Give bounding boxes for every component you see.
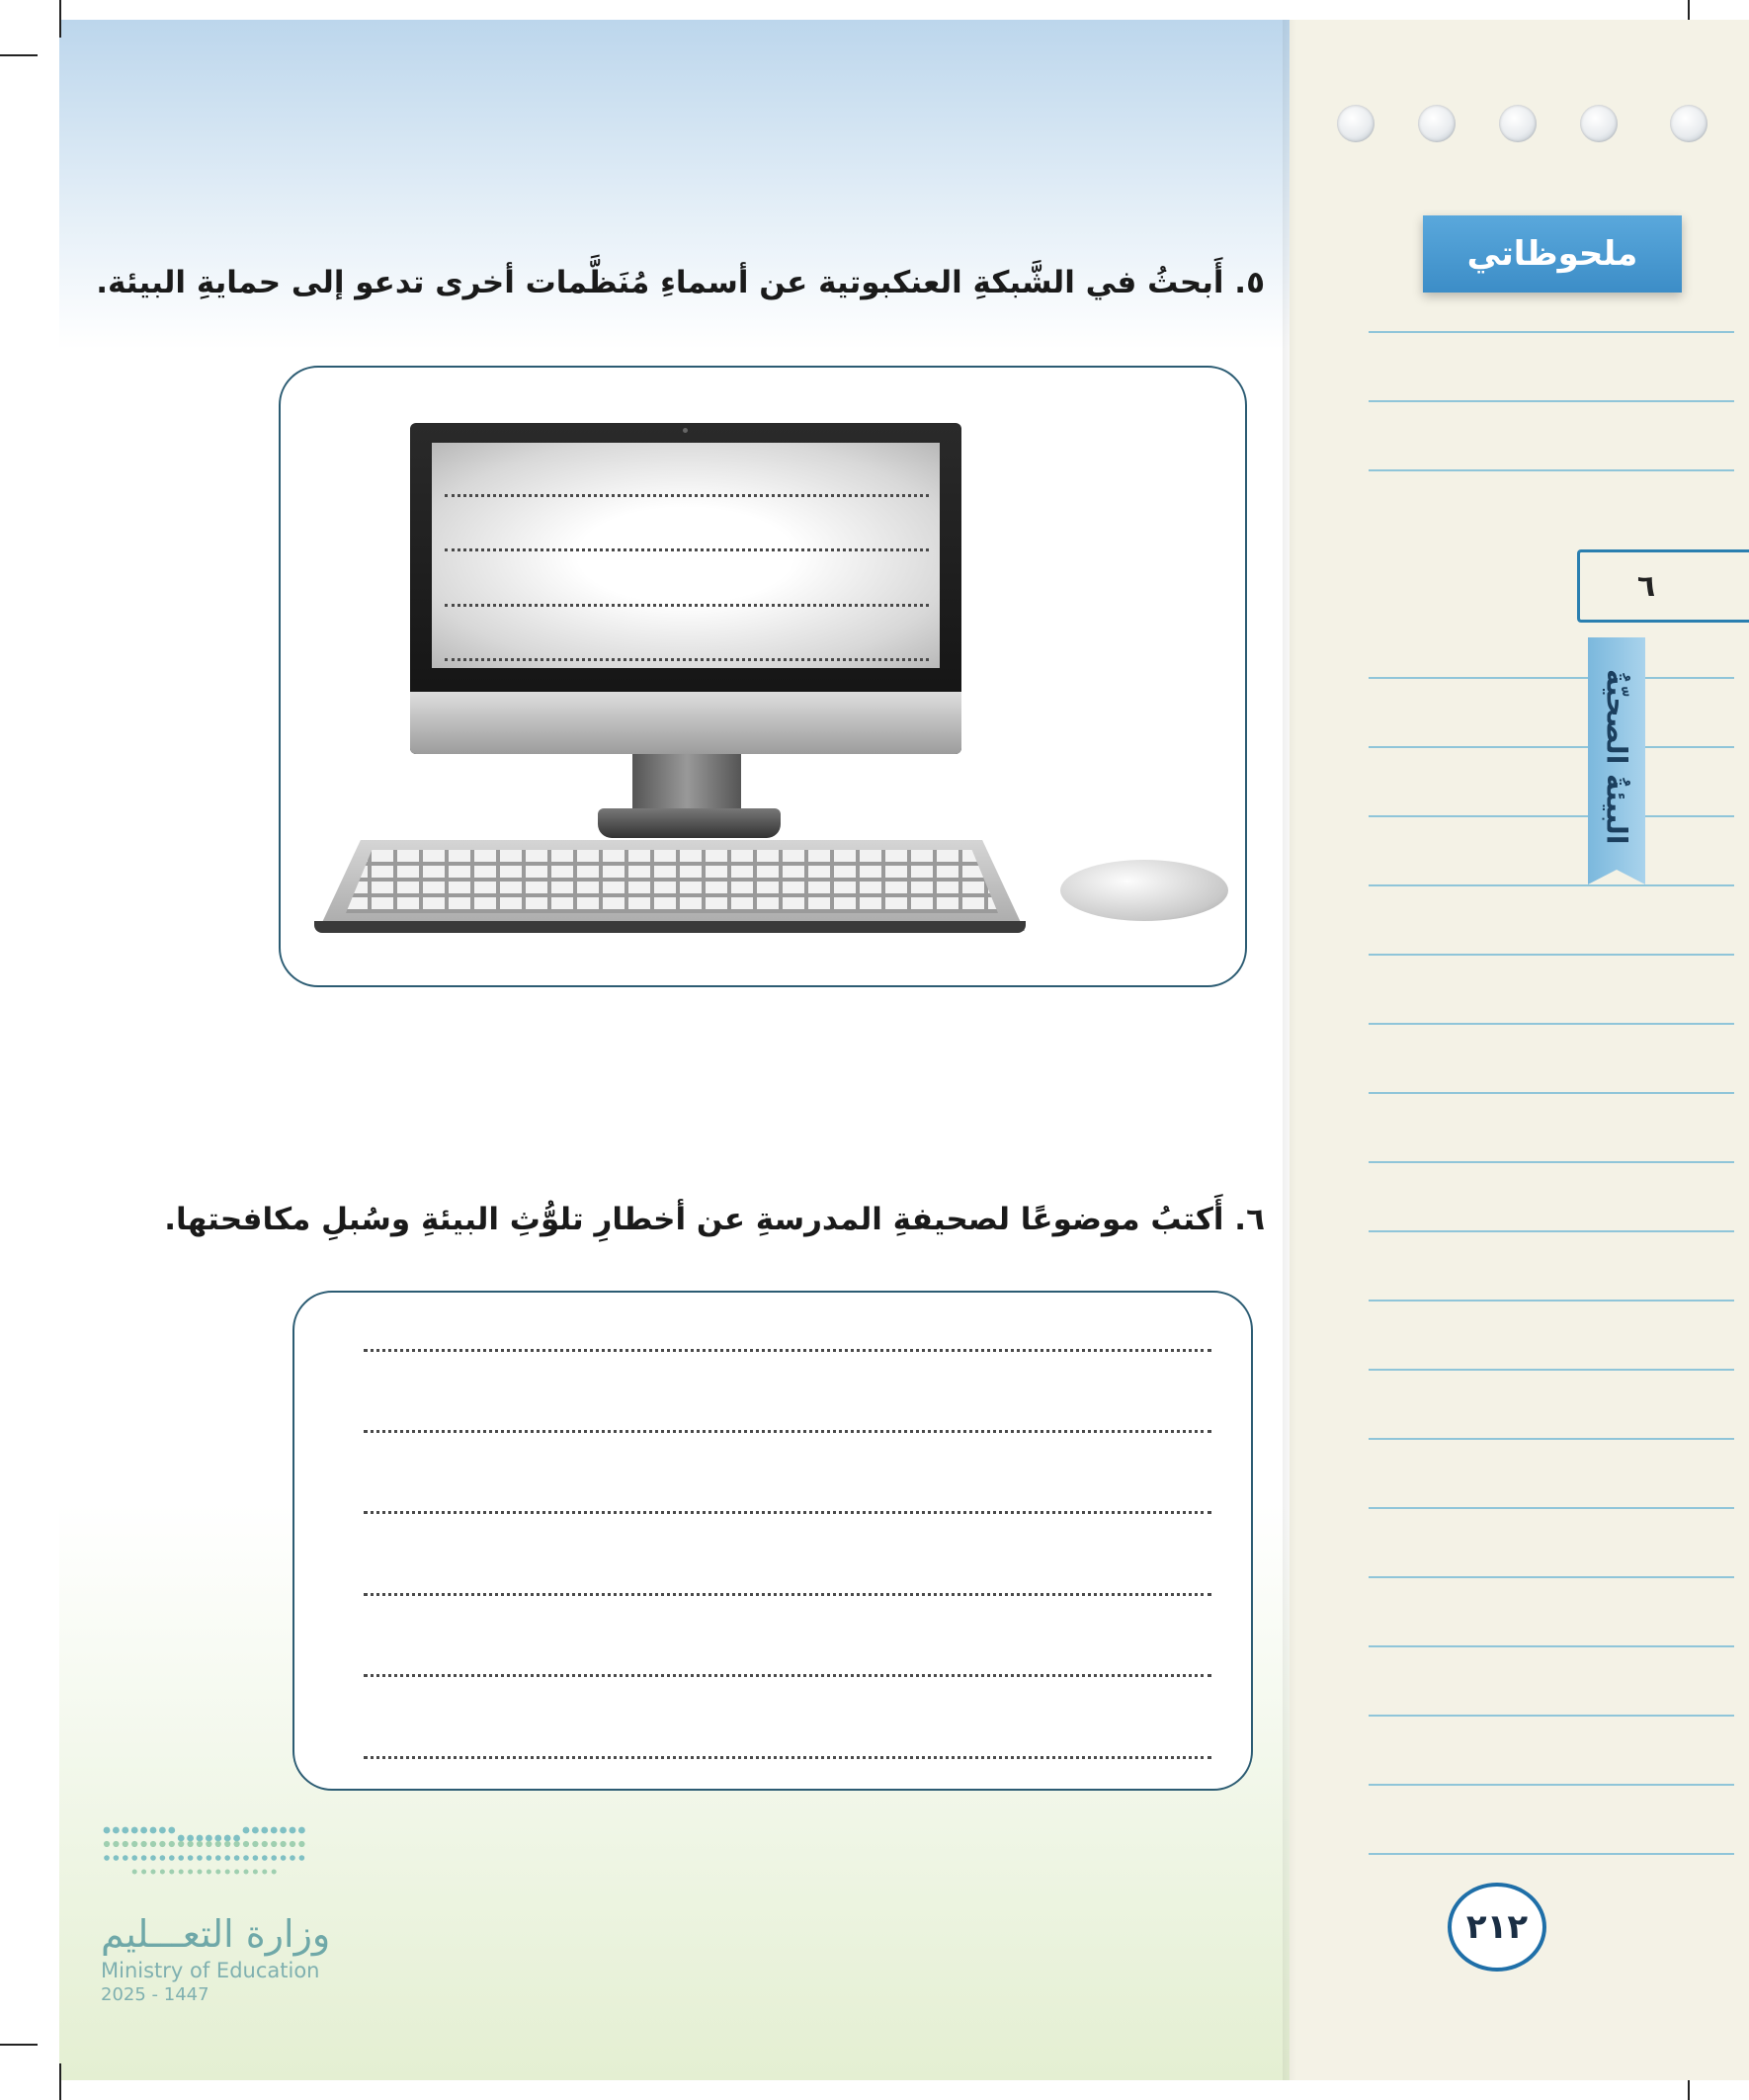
screen-answer-line[interactable] xyxy=(445,658,929,661)
logo-dot xyxy=(159,1841,165,1847)
logo-dot xyxy=(224,1835,231,1842)
logo-dot xyxy=(198,1870,203,1875)
logo-dot xyxy=(299,1855,305,1861)
logo-dot xyxy=(141,1855,147,1861)
notes-rule-line xyxy=(1369,1576,1734,1578)
logo-dot xyxy=(160,1870,165,1875)
logo-dot xyxy=(262,1855,268,1861)
logo-dot xyxy=(233,1835,240,1842)
essay-answer-frame xyxy=(292,1291,1253,1791)
logo-dot xyxy=(159,1827,166,1834)
notes-rule-line xyxy=(1369,954,1734,956)
binder-hole xyxy=(1670,105,1707,142)
logo-dot xyxy=(252,1841,258,1847)
binder-hole xyxy=(1580,105,1618,142)
logo-dot xyxy=(150,1841,156,1847)
logo-dot xyxy=(113,1841,119,1847)
chapter-number: ٦ xyxy=(1636,568,1656,604)
notes-rule-line xyxy=(1369,1161,1734,1163)
logo-dot xyxy=(151,1870,156,1875)
crop-mark xyxy=(59,0,61,38)
crop-mark xyxy=(0,54,38,56)
logo-dot xyxy=(140,1827,147,1834)
logo-dot xyxy=(271,1855,277,1861)
notes-rule-line xyxy=(1369,884,1734,886)
notes-rule-line xyxy=(1369,400,1734,402)
logo-dot xyxy=(188,1855,194,1861)
ministry-name-english: Ministry of Education xyxy=(101,1959,320,1982)
logo-dot xyxy=(252,1827,259,1834)
logo-dot xyxy=(244,1870,249,1875)
logo-dot xyxy=(281,1855,287,1861)
logo-dot xyxy=(132,1870,137,1875)
monitor-foot xyxy=(598,808,781,838)
logo-dot xyxy=(298,1841,304,1847)
logo-dot xyxy=(290,1841,295,1847)
logo-dot xyxy=(225,1870,230,1875)
logo-dot xyxy=(178,1835,185,1842)
mouse xyxy=(1060,860,1228,921)
logo-dot xyxy=(207,1855,212,1861)
notes-panel-shadow xyxy=(1283,20,1296,2080)
logo-dot xyxy=(207,1870,211,1875)
logo-dot xyxy=(224,1855,230,1861)
chapter-label: البيئةُ الصحيّةُ xyxy=(1600,669,1633,845)
logo-dot xyxy=(197,1835,204,1842)
logo-dot xyxy=(150,1827,157,1834)
notes-rule-line xyxy=(1369,1369,1734,1371)
question-5: ٥. أَبحثُ في الشَّبكةِ العنكبوتية عن أسماءِ مُنَظَّمات أخرى تدعو إلى حمايةِ البيئة. xyxy=(96,265,1265,300)
logo-dot xyxy=(234,1855,240,1861)
logo-dot xyxy=(114,1855,120,1861)
binder-hole xyxy=(1418,105,1456,142)
logo-dot xyxy=(188,1841,194,1847)
binder-hole xyxy=(1337,105,1374,142)
notes-rule-line xyxy=(1369,1438,1734,1440)
logo-dot xyxy=(150,1855,156,1861)
notes-rule-line xyxy=(1369,815,1734,817)
logo-dot xyxy=(234,1870,239,1875)
notes-rule-line xyxy=(1369,469,1734,471)
notes-panel xyxy=(1290,20,1749,2080)
logo-dot xyxy=(262,1870,267,1875)
logo-dot xyxy=(234,1841,240,1847)
essay-answer-line[interactable] xyxy=(364,1674,1211,1677)
logo-dot xyxy=(131,1827,138,1834)
logo-dot xyxy=(104,1855,110,1861)
screen-answer-line[interactable] xyxy=(445,548,929,551)
logo-dot xyxy=(141,1841,147,1847)
notes-rule-line xyxy=(1369,1853,1734,1855)
logo-dot xyxy=(298,1827,305,1834)
screen-answer-line[interactable] xyxy=(445,494,929,497)
logo-dot xyxy=(168,1827,175,1834)
notes-rule-line xyxy=(1369,1230,1734,1232)
logo-dot xyxy=(141,1870,146,1875)
logo-dot xyxy=(280,1827,287,1834)
essay-answer-line[interactable] xyxy=(364,1430,1211,1433)
logo-dot xyxy=(215,1870,220,1875)
monitor-stand xyxy=(632,754,741,813)
chapter-number-box xyxy=(1577,549,1749,623)
logo-dot xyxy=(290,1855,295,1861)
logo-dot xyxy=(113,1827,120,1834)
notes-rule-line xyxy=(1369,1092,1734,1094)
essay-answer-line[interactable] xyxy=(364,1593,1211,1596)
notes-rule-line xyxy=(1369,331,1734,333)
logo-dot xyxy=(197,1841,203,1847)
logo-dot xyxy=(197,1855,203,1861)
ministry-name-arabic: وزارة التعـــليم xyxy=(101,1912,331,1956)
logo-dot xyxy=(261,1827,268,1834)
logo-dot xyxy=(215,1855,221,1861)
notes-rule-line xyxy=(1369,1784,1734,1786)
notes-rule-line xyxy=(1369,1023,1734,1025)
logo-dot xyxy=(123,1855,128,1861)
logo-dot xyxy=(122,1827,128,1834)
ministry-year: 2025 - 1447 xyxy=(101,1984,209,2005)
keyboard-keys xyxy=(346,850,998,913)
screen-answer-line[interactable] xyxy=(445,604,929,607)
logo-dot xyxy=(243,1855,249,1861)
logo-dot xyxy=(178,1855,184,1861)
logo-dot xyxy=(272,1870,277,1875)
crop-mark xyxy=(59,2063,61,2100)
logo-dot xyxy=(290,1827,296,1834)
essay-answer-line[interactable] xyxy=(364,1349,1211,1352)
page-number: ٢١٢ xyxy=(1448,1883,1546,1972)
logo-dot xyxy=(131,1841,137,1847)
notes-rule-line xyxy=(1369,677,1734,679)
logo-dot xyxy=(169,1855,175,1861)
logo-dot xyxy=(224,1841,230,1847)
logo-dot xyxy=(104,1841,110,1847)
essay-answer-line[interactable] xyxy=(364,1756,1211,1759)
logo-dot xyxy=(243,1841,249,1847)
notes-rule-line xyxy=(1369,1507,1734,1509)
logo-dot xyxy=(262,1841,268,1847)
logo-dot xyxy=(160,1855,166,1861)
logo-dot xyxy=(104,1827,111,1834)
notes-rule-line xyxy=(1369,1645,1734,1647)
logo-dot xyxy=(271,1827,278,1834)
logo-dot xyxy=(243,1827,250,1834)
logo-dot xyxy=(281,1841,287,1847)
binder-hole xyxy=(1499,105,1537,142)
logo-dot xyxy=(131,1855,137,1861)
logo-dot xyxy=(169,1841,175,1847)
logo-dot xyxy=(214,1835,221,1842)
logo-dot xyxy=(188,1870,193,1875)
webcam-dot xyxy=(683,428,688,433)
logo-dot xyxy=(253,1855,259,1861)
keyboard-base xyxy=(314,921,1026,933)
logo-dot xyxy=(253,1870,258,1875)
question-6: ٦. أَكتبُ موضوعًا لصحيفةِ المدرسةِ عن أخطارِ تلوُّثِ البيئةِ وسُبلِ مكافحتها. xyxy=(164,1202,1265,1237)
essay-answer-line[interactable] xyxy=(364,1511,1211,1514)
notes-title: ملحوظاتي xyxy=(1423,215,1682,293)
monitor-chin xyxy=(410,692,961,754)
monitor-screen xyxy=(432,443,940,668)
logo-dot xyxy=(179,1870,184,1875)
logo-dot xyxy=(271,1841,277,1847)
notes-rule-line xyxy=(1369,1300,1734,1302)
notes-rule-line xyxy=(1369,1715,1734,1717)
logo-dot xyxy=(123,1841,128,1847)
ministry-logo-dots xyxy=(101,1818,308,1888)
crop-mark xyxy=(0,2044,38,2046)
logo-dot xyxy=(178,1841,184,1847)
logo-dot xyxy=(169,1870,174,1875)
notes-rule-line xyxy=(1369,746,1734,748)
logo-dot xyxy=(206,1835,212,1842)
logo-dot xyxy=(215,1841,221,1847)
logo-dot xyxy=(187,1835,194,1842)
logo-dot xyxy=(206,1841,211,1847)
